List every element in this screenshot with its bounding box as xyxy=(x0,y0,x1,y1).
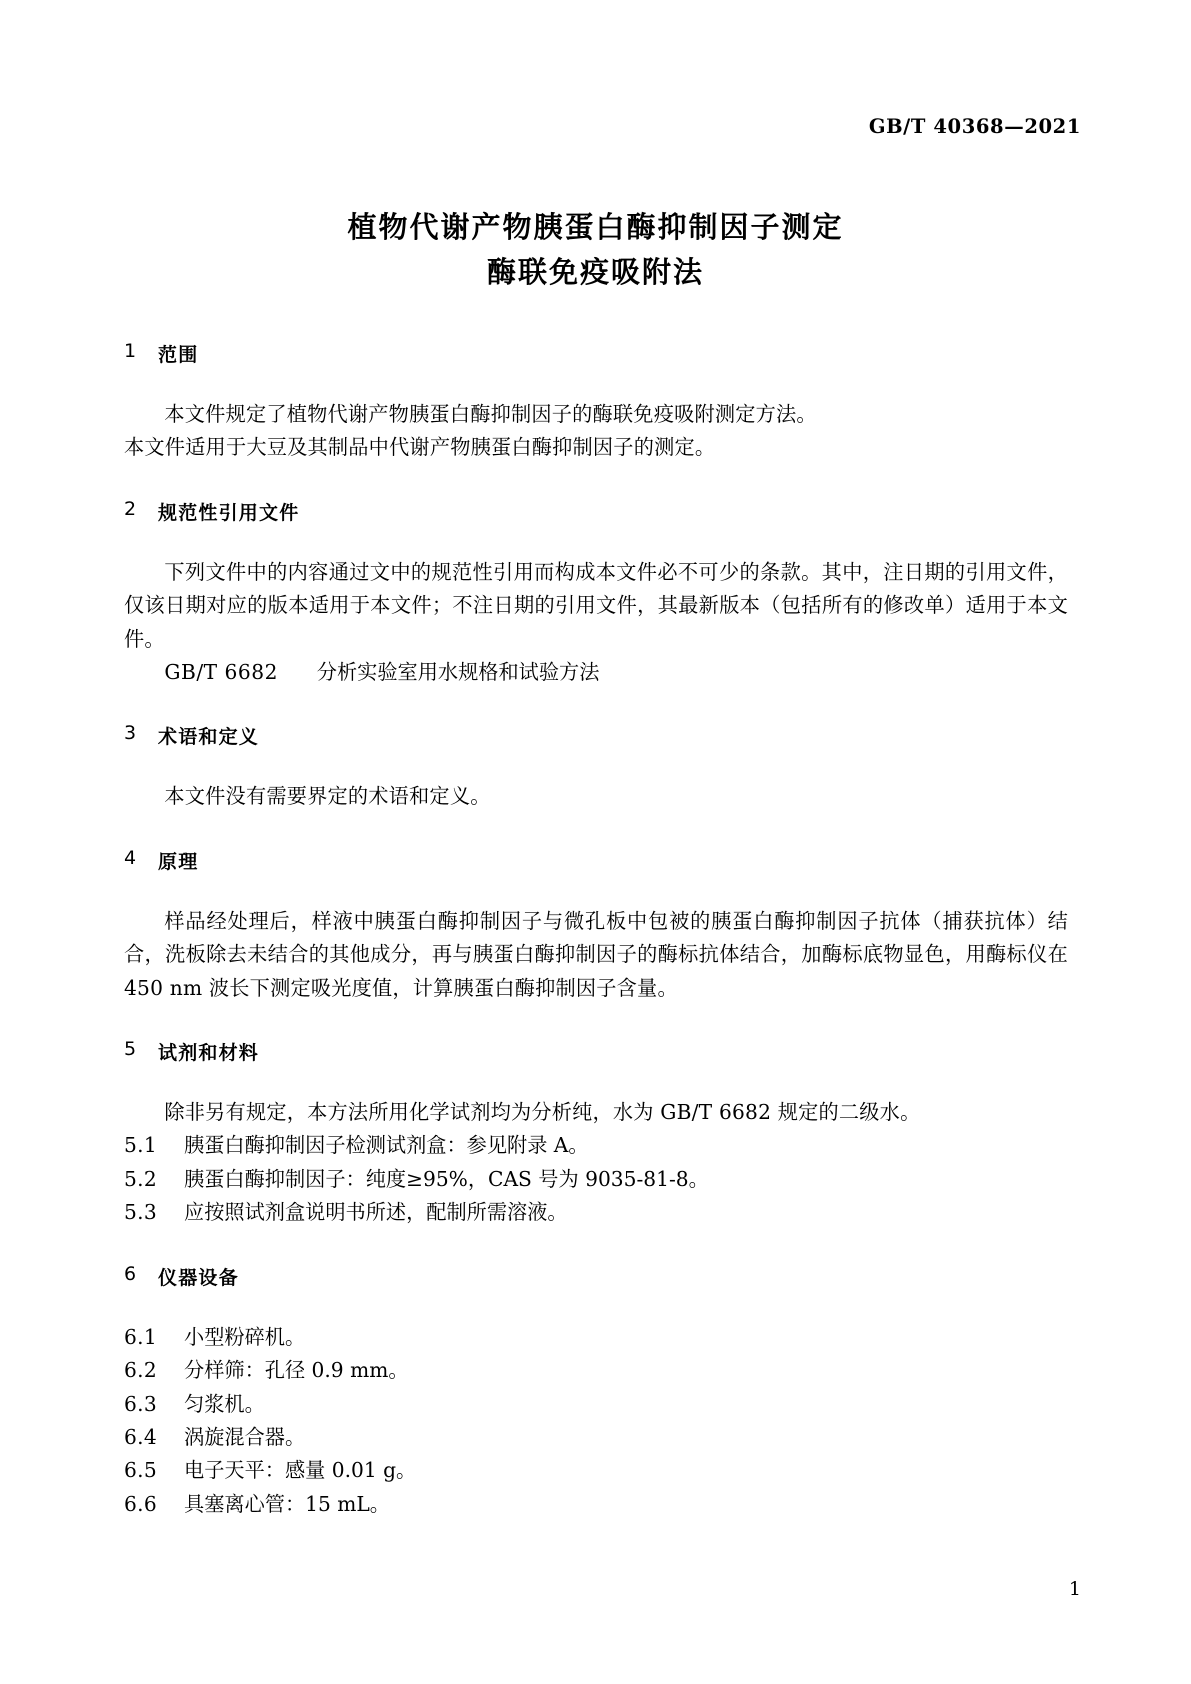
clause-title-1: 范围 xyxy=(158,344,199,366)
spacer xyxy=(124,465,1068,498)
subclause-text-6-6: 具塞离心管：15 mL。 xyxy=(184,1491,390,1516)
subclause-6-4 xyxy=(124,1421,1068,1454)
subclause-text-5-1: 胰蛋白酶抑制因子检测试剂盒：参见附录 A。 xyxy=(184,1133,589,1158)
subclause-text-5-3: 应按照试剂盒说明书所述，配制所需溶液。 xyxy=(184,1200,568,1225)
document-body xyxy=(124,340,1068,1521)
subclause-text-6-3: 匀浆机。 xyxy=(184,1391,265,1416)
clause-number-5: 5 xyxy=(124,1038,138,1061)
subclause-number-5-1: 5.1 xyxy=(124,1133,158,1158)
reference-title: 分析实验室用水规格和试验方法 xyxy=(316,660,600,685)
normative-reference-entry xyxy=(124,656,1068,689)
clause-heading-4 xyxy=(124,847,1068,874)
subclause-6-1 xyxy=(124,1321,1068,1354)
clause-1-paragraph-1: 本文件规定了植物代谢产物胰蛋白酶抑制因子的酶联免疫吸附测定方法。 xyxy=(164,402,817,426)
spacer xyxy=(124,367,1068,398)
document-title xyxy=(0,205,1191,295)
clause-4-paragraph-1: 样品经处理后，样液中胰蛋白酶抑制因子与微孔板中包被的胰蛋白酶抑制因子抗体（捕获抗体）结合，洗板除去未结合的其他成分，再与胰蛋白酶抑制因子的酶标抗体结合，加酶标底物显色，用酶标仪在450 nm 波长下测定吸光度值，计算胰蛋白酶抑制因子含量。 xyxy=(124,908,1068,1000)
subclause-number-6-6: 6.6 xyxy=(124,1491,158,1516)
subclause-number-5-3: 5.3 xyxy=(124,1200,158,1225)
clause-heading-2 xyxy=(124,498,1068,525)
subclause-5-2 xyxy=(124,1163,1068,1196)
spacer xyxy=(124,1065,1068,1096)
clause-title-5: 试剂和材料 xyxy=(158,1042,260,1065)
subclause-number-6-4: 6.4 xyxy=(124,1424,158,1449)
standard-number: GB/T 40368—2021 xyxy=(868,114,1081,138)
subclause-6-2 xyxy=(124,1354,1068,1387)
subclause-5-1 xyxy=(124,1129,1068,1162)
clause-number-6: 6 xyxy=(124,1262,138,1285)
subclause-text-6-1: 小型粉碎机。 xyxy=(184,1324,306,1349)
clause-2-paragraph-1: 下列文件中的内容通过文中的规范性引用而构成本文件必不可少的条款。其中，注日期的引用文件，仅该日期对应的版本适用于本文件；不注日期的引用文件，其最新版本（包括所有的修改单）适用于本文件。 xyxy=(124,559,1068,651)
clause-heading-3 xyxy=(124,722,1068,749)
clause-heading-1 xyxy=(124,340,1068,367)
subclause-6-6 xyxy=(124,1488,1068,1521)
subclause-text-6-5: 电子天平：感量 0.01 g。 xyxy=(184,1458,417,1483)
page-number: 1 xyxy=(1068,1578,1081,1600)
clause-number-4: 4 xyxy=(124,846,138,869)
subclause-text-6-4: 涡旋混合器。 xyxy=(184,1424,306,1449)
clause-title-3: 术语和定义 xyxy=(158,726,260,749)
clause-title-6: 仪器设备 xyxy=(158,1266,239,1289)
spacer xyxy=(124,1005,1068,1038)
clause-title-4: 原理 xyxy=(158,850,199,873)
subclause-text-5-2: 胰蛋白酶抑制因子：纯度≥95%，CAS 号为 9035-81-8。 xyxy=(184,1166,709,1191)
subclause-text-6-2: 分样筛：孔径 0.9 mm。 xyxy=(184,1358,409,1383)
spacer xyxy=(124,525,1068,556)
spacer xyxy=(124,874,1068,905)
subclause-number-6-5: 6.5 xyxy=(124,1458,158,1483)
spacer xyxy=(124,1230,1068,1263)
document-title-line-1: 植物代谢产物胰蛋白酶抑制因子测定 xyxy=(347,210,844,244)
clause-5-paragraph-1: 除非另有规定，本方法所用化学试剂均为分析纯，水为 GB/T 6682 规定的二级水。 xyxy=(164,1100,921,1125)
document-title-line-2: 酶联免疫吸附法 xyxy=(486,255,704,289)
clause-heading-5 xyxy=(124,1038,1068,1065)
spacer xyxy=(124,1290,1068,1321)
clause-1-paragraph-2: 本文件适用于大豆及其制品中代谢产物胰蛋白酶抑制因子的测定。 xyxy=(124,435,716,460)
reference-id: GB/T 6682 xyxy=(164,660,278,685)
spacer xyxy=(124,749,1068,780)
subclause-number-6-1: 6.1 xyxy=(124,1324,158,1349)
running-header xyxy=(110,113,1081,139)
subclause-5-3 xyxy=(124,1196,1068,1229)
clause-number-3: 3 xyxy=(124,722,138,745)
clause-title-2: 规范性引用文件 xyxy=(158,501,300,524)
subclause-number-5-2: 5.2 xyxy=(124,1166,158,1191)
clause-3-paragraph-1: 本文件没有需要界定的术语和定义。 xyxy=(164,784,491,809)
clause-number-1: 1 xyxy=(124,340,138,362)
clause-heading-6 xyxy=(124,1263,1068,1290)
subclause-number-6-2: 6.2 xyxy=(124,1358,158,1383)
clause-number-2: 2 xyxy=(124,497,138,520)
subclause-6-5 xyxy=(124,1454,1068,1487)
spacer xyxy=(124,689,1068,722)
subclause-number-6-3: 6.3 xyxy=(124,1391,158,1416)
spacer xyxy=(124,814,1068,847)
subclause-6-3 xyxy=(124,1388,1068,1421)
